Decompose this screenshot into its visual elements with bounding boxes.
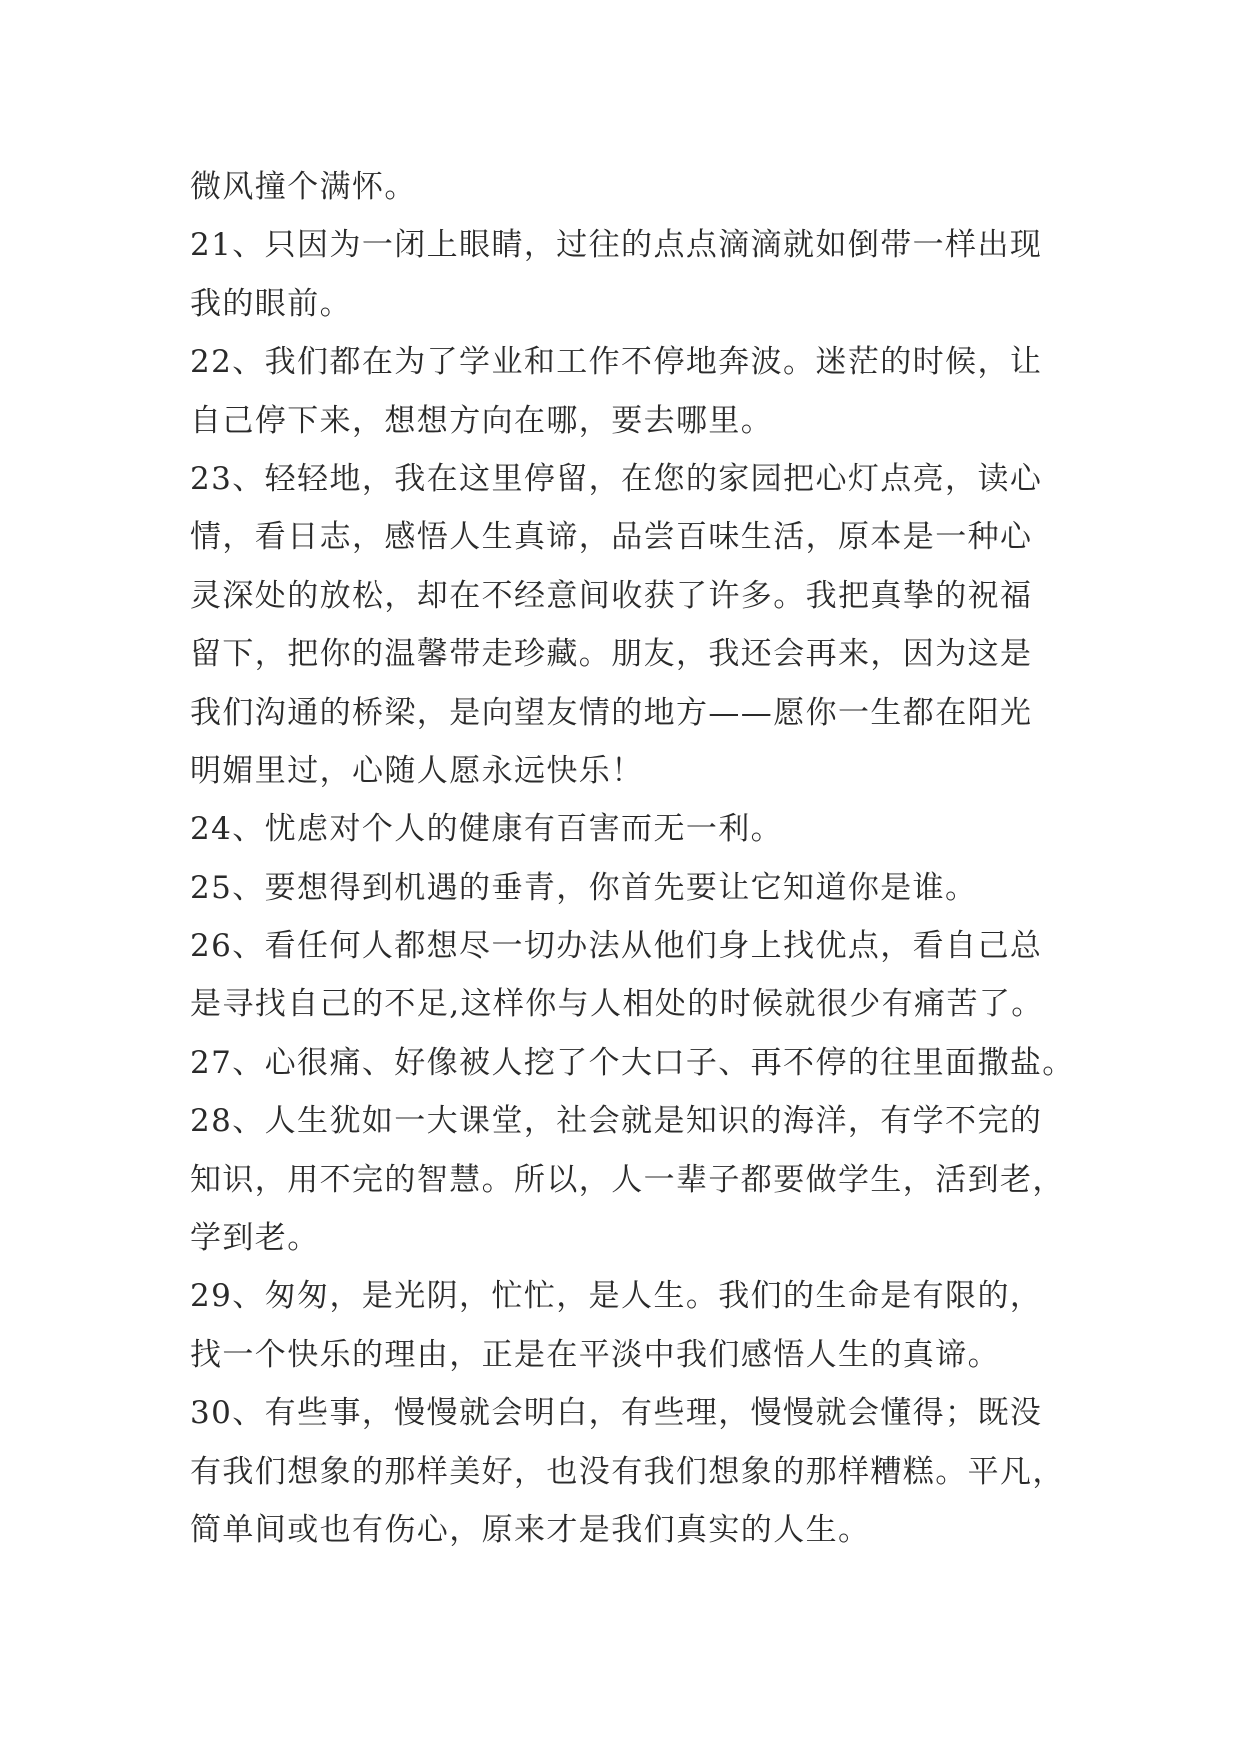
text-line: 24、忧虑对个人的健康有百害而无一利。 — [190, 811, 784, 848]
text-line: 灵深处的放松，却在不经意间收获了许多。我把真挚的祝福 — [190, 577, 1033, 614]
text-line: 知识，用不完的智慧。所以，人一辈子都要做学生，活到老， — [190, 1161, 1065, 1198]
text-line: 我的眼前。 — [190, 285, 352, 322]
text-line: 22、我们都在为了学业和工作不停地奔波。迷茫的时候，让 — [190, 344, 1043, 381]
text-line: 28、人生犹如一大课堂，社会就是知识的海洋，有学不完的 — [190, 1103, 1043, 1140]
text-line: 自己停下来，想想方向在哪，要去哪里。 — [190, 402, 774, 439]
text-line: 30、有些事，慢慢就会明白，有些理，慢慢就会懂得；既没 — [190, 1395, 1043, 1432]
text-line: 明媚里过，心随人愿永远快乐！ — [190, 752, 644, 789]
text-line: 我们沟通的桥梁，是向望友情的地方——愿你一生都在阳光 — [190, 694, 1033, 731]
text-line: 微风撞个满怀。 — [190, 169, 417, 205]
text-line: 23、轻轻地，我在这里停留，在您的家园把心灯点亮，读心 — [190, 460, 1043, 497]
text-line: 是寻找自己的不足,这样你与人相处的时候就很少有痛苦了。 — [190, 986, 1044, 1023]
document-body — [190, 158, 1075, 1559]
text-line: 有我们想象的那样美好，也没有我们想象的那样糟糕。平凡， — [190, 1453, 1065, 1490]
text-line: 21、只因为一闭上眼睛，过往的点点滴滴就如倒带一样出现 — [190, 227, 1043, 264]
text-line: 找一个快乐的理由，正是在平淡中我们感悟人生的真谛。 — [190, 1336, 1000, 1373]
text-line: 27、心很痛、好像被人挖了个大口子、再不停的往里面撒盐。 — [190, 1044, 1075, 1081]
text-line: 25、要想得到机遇的垂青，你首先要让它知道你是谁。 — [190, 869, 978, 906]
text-line: 学到老。 — [190, 1220, 320, 1257]
text-line: 29、匆匆，是光阴，忙忙，是人生。我们的生命是有限的， — [190, 1278, 1043, 1315]
text-line: 情，看日志，感悟人生真谛，品尝百味生活，原本是一种心 — [190, 519, 1033, 556]
text-line: 留下，把你的温馨带走珍藏。朋友，我还会再来，因为这是 — [190, 636, 1033, 673]
text-line: 简单间或也有伤心，原来才是我们真实的人生。 — [190, 1511, 871, 1548]
text-line: 26、看任何人都想尽一切办法从他们身上找优点，看自己总 — [190, 928, 1043, 965]
